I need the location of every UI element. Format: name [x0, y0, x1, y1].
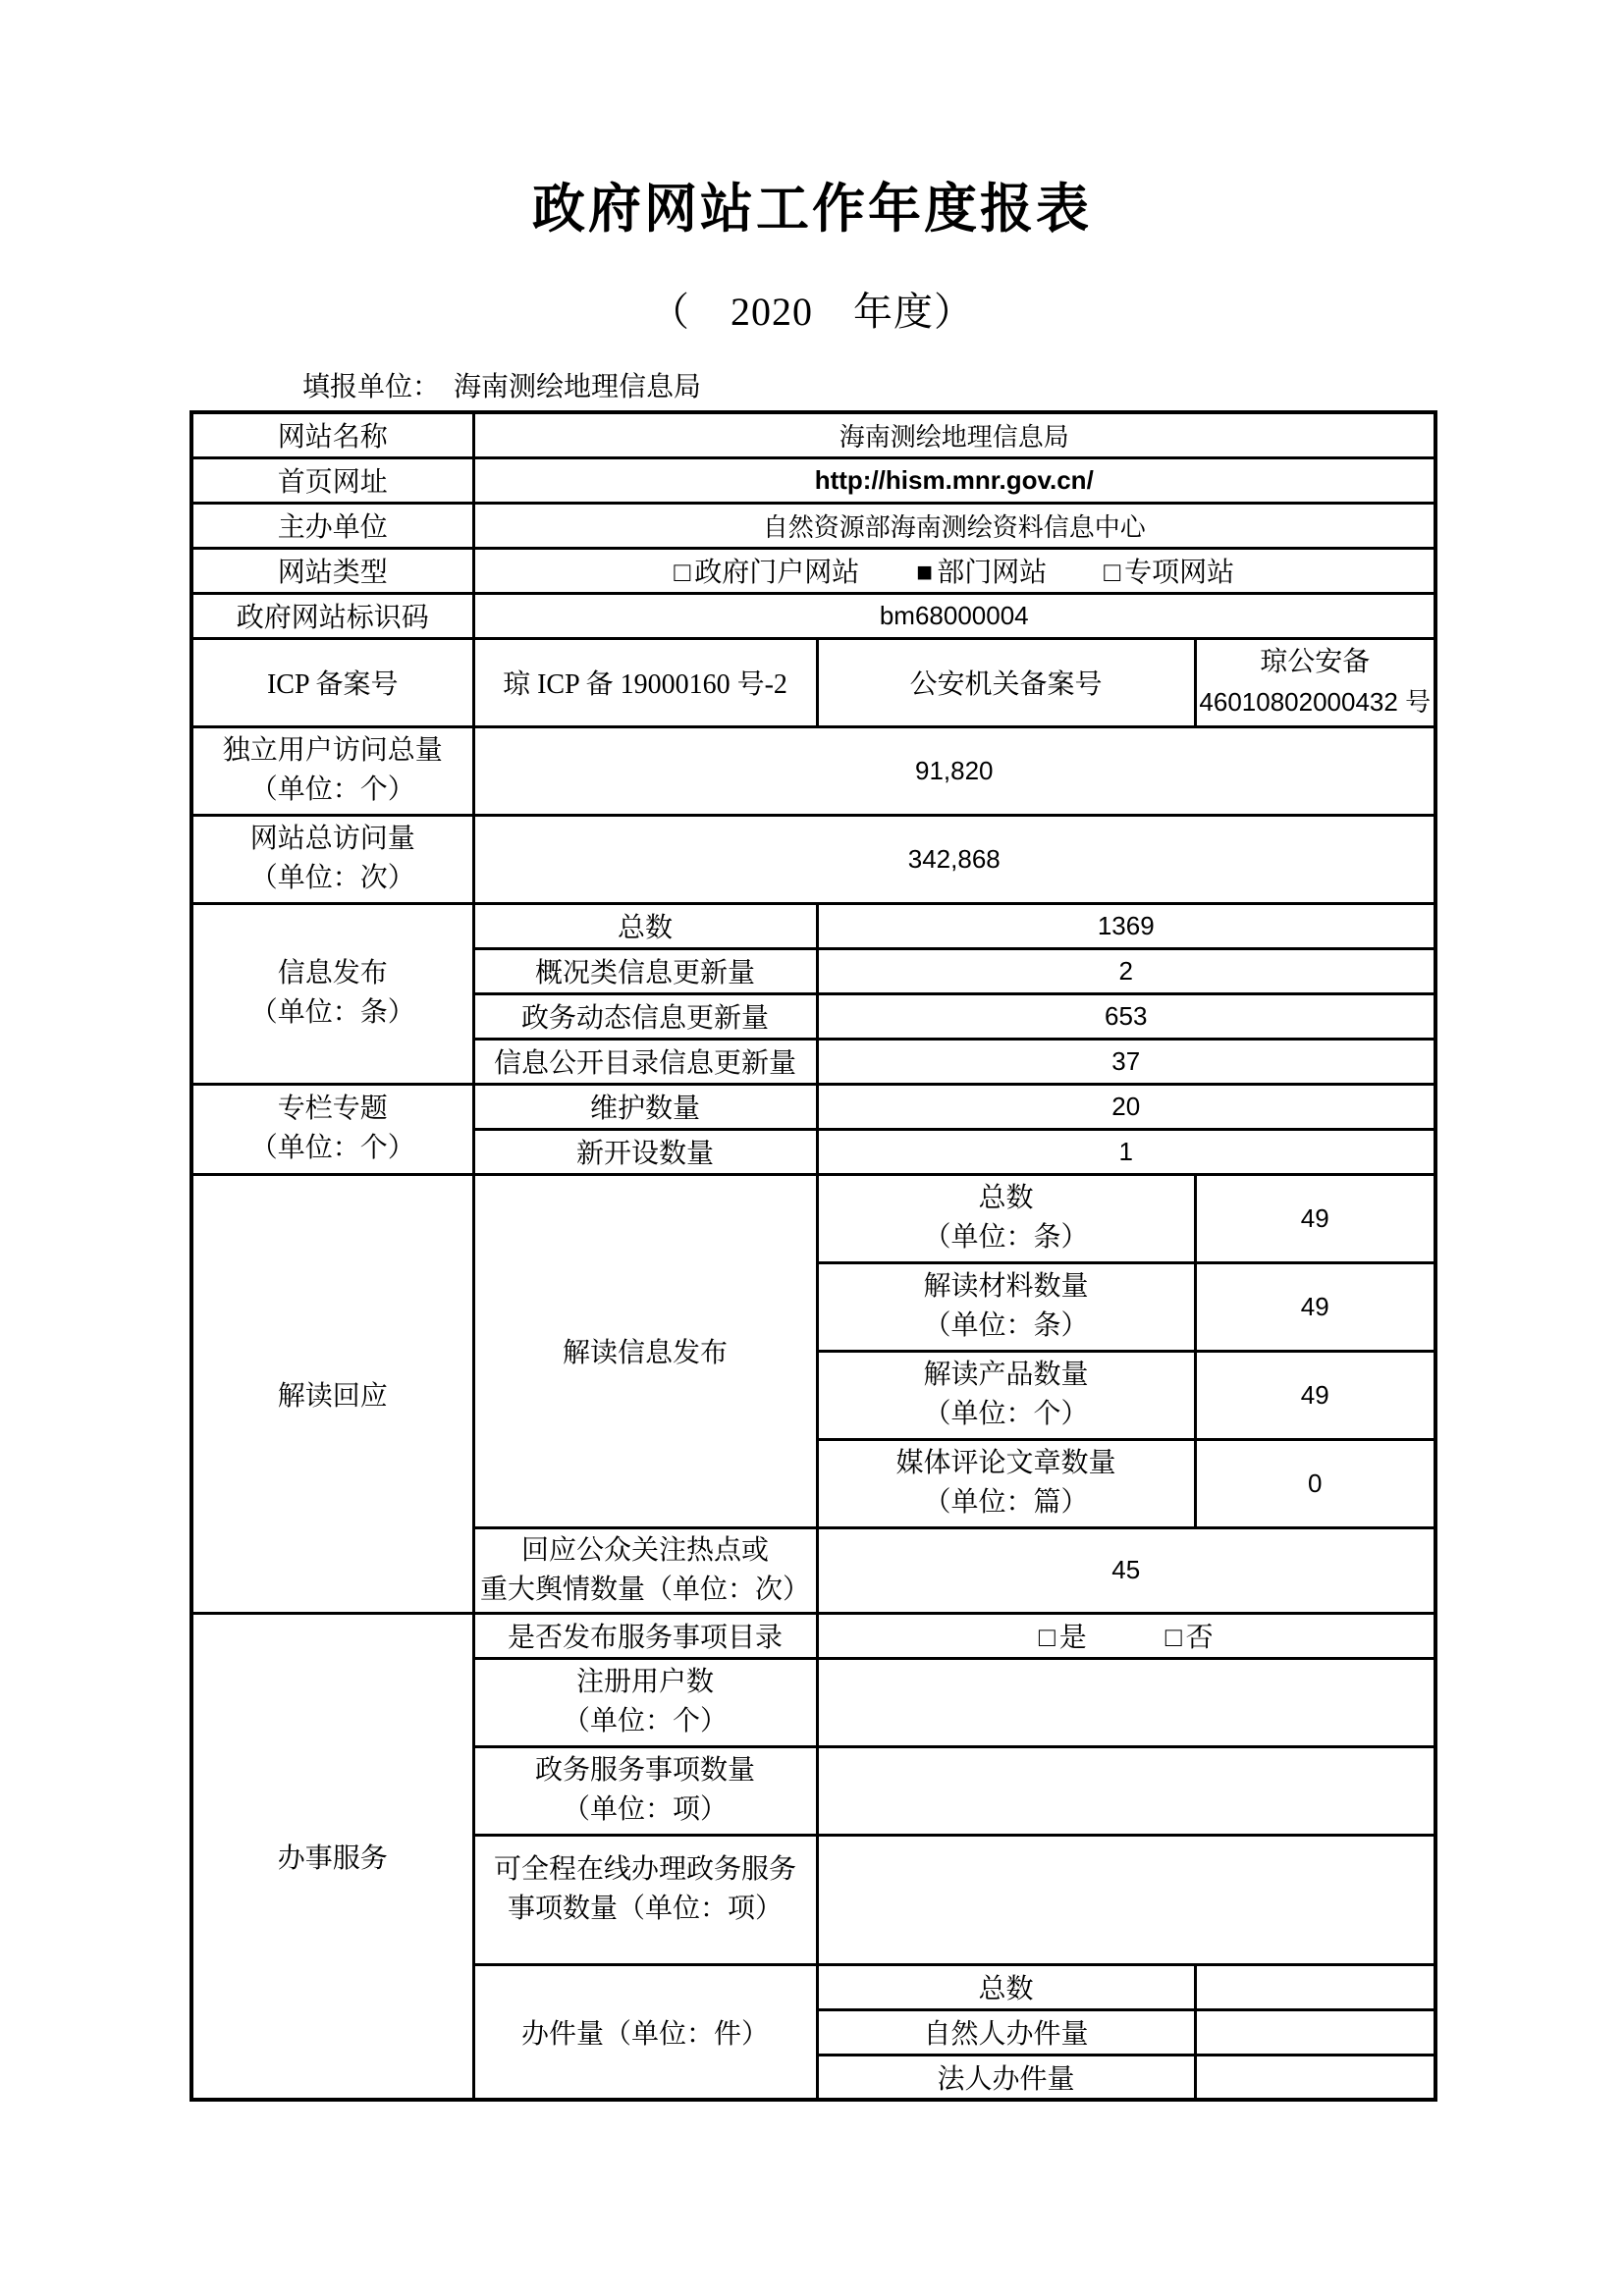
- label-line: （单位：条）: [923, 1222, 1089, 1254]
- label-line: 可全程在线办理政务服务: [493, 1853, 796, 1885]
- service-items-value-cell: [817, 1746, 1435, 1835]
- group-label-line: （单位：条）: [249, 997, 415, 1029]
- unique-visitors-value-cell: 91,820: [473, 726, 1435, 815]
- organizer-value-cell: 自然资源部海南测绘资料信息中心: [473, 503, 1435, 548]
- volume-row-label: 法人办件量: [817, 2055, 1195, 2100]
- icp-label-cell: ICP 备案号: [191, 638, 473, 726]
- site-type-option-gov-portal[interactable]: [674, 551, 859, 590]
- catalog-option-yes[interactable]: [1039, 1616, 1087, 1655]
- row-unique-visitors: [191, 726, 1435, 815]
- unique-visitors-label-cell: [191, 726, 473, 815]
- info-publish-row-label: 概况类信息更新量: [473, 948, 817, 993]
- registered-users-label-cell: [473, 1658, 817, 1746]
- row-site-code: [191, 593, 1435, 638]
- online-items-label-cell: [473, 1835, 817, 1964]
- site-name-value-cell: 海南测绘地理信息局: [473, 412, 1435, 457]
- row-site-name: [191, 412, 1435, 457]
- interpret-row-value: 49: [1195, 1174, 1435, 1262]
- services-group-cell: 办事服务: [191, 1613, 473, 2100]
- row-site-type: [191, 548, 1435, 593]
- volume-row-label: 总数: [817, 1964, 1195, 2009]
- police-value-line1: 琼公安备: [1260, 647, 1371, 678]
- option-label: 部门网站: [937, 558, 1048, 589]
- checkbox-unchecked-icon[interactable]: □: [1104, 558, 1121, 589]
- info-publish-row-label: 信息公开目录信息更新量: [473, 1039, 817, 1084]
- online-items-value-cell: [817, 1835, 1435, 1964]
- label-line: （单位：项）: [562, 1794, 728, 1826]
- row-icp-police: [191, 638, 1435, 726]
- site-type-options-cell: [473, 548, 1435, 593]
- checkbox-unchecked-icon[interactable]: □: [1038, 1623, 1056, 1654]
- label-line: （单位：次）: [249, 863, 415, 894]
- volume-row-value: [1195, 2009, 1435, 2055]
- info-publish-row-label: 政务动态信息更新量: [473, 993, 817, 1039]
- row-special-columns-maintained: [191, 1084, 1435, 1129]
- volume-group-cell: 办件量（单位：件）: [473, 1964, 817, 2100]
- service-catalog-value-cell: [817, 1613, 1435, 1658]
- option-label: 专项网站: [1124, 558, 1235, 589]
- group-label-line: （单位：个）: [249, 1133, 415, 1164]
- site-type-label-cell: 网站类型: [191, 548, 473, 593]
- interpret-row-label: [817, 1439, 1195, 1527]
- police-label-cell: 公安机关备案号: [817, 638, 1195, 726]
- filler-unit-label: 填报单位：: [302, 372, 441, 403]
- label-line: 媒体评论文章数量: [895, 1448, 1116, 1479]
- home-url-value-cell: http://hism.mnr.gov.cn/: [473, 457, 1435, 503]
- option-label: 是: [1058, 1623, 1087, 1654]
- interpret-row-value: 0: [1195, 1439, 1435, 1527]
- annual-report-table: [189, 410, 1437, 2102]
- label-line: （单位：个）: [562, 1706, 728, 1737]
- site-code-value-cell: bm68000004: [473, 593, 1435, 638]
- checkbox-unchecked-icon[interactable]: □: [1164, 1623, 1182, 1654]
- page-subtitle-year: （ 2020 年度）: [650, 290, 974, 335]
- volume-row-value: [1195, 2055, 1435, 2100]
- special-columns-row-label: 维护数量: [473, 1084, 817, 1129]
- volume-row-value: [1195, 1964, 1435, 2009]
- label-line: （单位：条）: [923, 1310, 1089, 1342]
- info-publish-group-cell: [191, 903, 473, 1084]
- label-line: （单位：个）: [249, 774, 415, 806]
- site-type-option-special[interactable]: [1104, 551, 1234, 590]
- catalog-option-no[interactable]: [1165, 1616, 1214, 1655]
- group-label-line: 专栏专题: [277, 1094, 388, 1125]
- label-line: （单位：个）: [923, 1399, 1089, 1430]
- interpret-row-value: 49: [1195, 1262, 1435, 1351]
- interpret-row-label: [817, 1262, 1195, 1351]
- interpret-row-label: [817, 1174, 1195, 1262]
- info-publish-row-label: 总数: [473, 903, 817, 948]
- volume-row-label: 自然人办件量: [817, 2009, 1195, 2055]
- row-home-url: [191, 457, 1435, 503]
- row-total-visits: [191, 815, 1435, 903]
- site-name-label-cell: 网站名称: [191, 412, 473, 457]
- icp-value-cell: 琼 ICP 备 19000160 号-2: [473, 638, 817, 726]
- home-url-label-cell: 首页网址: [191, 457, 473, 503]
- label-line: 回应公众关注热点或: [520, 1534, 769, 1566]
- hot-response-label-cell: [473, 1527, 817, 1613]
- label-line: 网站总访问量: [249, 824, 415, 855]
- interpret-row-value: 49: [1195, 1351, 1435, 1439]
- info-publish-row-value: 2: [817, 948, 1435, 993]
- row-info-publish-total: [191, 903, 1435, 948]
- total-visits-value-cell: 342,868: [473, 815, 1435, 903]
- total-visits-label-cell: [191, 815, 473, 903]
- label-line: 注册用户数: [575, 1667, 714, 1698]
- organizer-label-cell: 主办单位: [191, 503, 473, 548]
- interpret-publish-cell: 解读信息发布: [473, 1174, 817, 1527]
- filler-unit-line: [302, 369, 1624, 406]
- special-columns-group-cell: [191, 1084, 473, 1174]
- special-columns-row-value: 1: [817, 1129, 1435, 1174]
- service-items-label-cell: [473, 1746, 817, 1835]
- option-label: 政府门户网站: [694, 558, 860, 589]
- label-line: 总数: [978, 1183, 1034, 1214]
- group-label-line: 信息发布: [277, 958, 388, 989]
- info-publish-row-value: 653: [817, 993, 1435, 1039]
- label-line: （单位：篇）: [923, 1487, 1089, 1519]
- option-label: 否: [1185, 1623, 1214, 1654]
- police-value-line2: 46010802000432 号: [1199, 687, 1432, 718]
- checkbox-checked-icon[interactable]: ■: [916, 558, 934, 589]
- police-value-cell: [1195, 638, 1435, 726]
- special-columns-row-label: 新开设数量: [473, 1129, 817, 1174]
- site-type-option-department[interactable]: [916, 551, 1047, 590]
- row-organizer: [191, 503, 1435, 548]
- label-line: 独立用户访问总量: [222, 735, 443, 767]
- label-line: 政务服务事项数量: [534, 1755, 755, 1787]
- hot-response-value-cell: 45: [817, 1527, 1435, 1613]
- label-line: 事项数量（单位：项）: [507, 1893, 783, 1924]
- filler-unit-value: 海南测绘地理信息局: [454, 372, 702, 403]
- row-service-catalog: [191, 1613, 1435, 1658]
- label-line: 解读材料数量: [923, 1271, 1089, 1303]
- page-title: 政府网站工作年度报表: [532, 180, 1092, 239]
- site-code-label-cell: 政府网站标识码: [191, 593, 473, 638]
- row-interpret-total: [191, 1174, 1435, 1262]
- label-line: 解读产品数量: [923, 1360, 1089, 1391]
- checkbox-unchecked-icon[interactable]: □: [674, 558, 691, 589]
- info-publish-row-value: 1369: [817, 903, 1435, 948]
- interpret-row-label: [817, 1351, 1195, 1439]
- special-columns-row-value: 20: [817, 1084, 1435, 1129]
- service-catalog-label-cell: 是否发布服务事项目录: [473, 1613, 817, 1658]
- registered-users-value-cell: [817, 1658, 1435, 1746]
- info-publish-row-value: 37: [817, 1039, 1435, 1084]
- label-line: 重大舆情数量（单位：次）: [479, 1574, 810, 1605]
- interpretation-group-cell: 解读回应: [191, 1174, 473, 1613]
